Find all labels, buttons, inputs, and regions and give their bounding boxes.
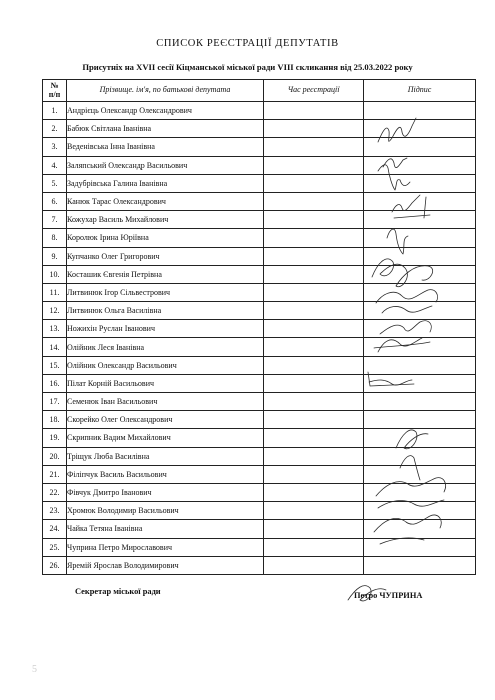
row-number: 26. [43,556,67,574]
row-number: 21. [43,465,67,483]
row-number: 4. [43,156,67,174]
signature-cell [364,502,476,520]
table-row [43,229,476,247]
registration-time-cell [264,447,364,465]
header-number [43,80,67,102]
row-number: 13. [43,320,67,338]
registration-time-cell [264,393,364,411]
registration-time-cell [264,192,364,210]
deputy-name: Ножихін Руслан Іванович [67,320,264,338]
deputy-name: Литвинюк Ольга Василівна [67,302,264,320]
registration-time-cell [264,356,364,374]
registration-time-cell [264,556,364,574]
row-number: 19. [43,429,67,447]
row-number: 16. [43,374,67,392]
deputy-name: Заляпський Олександр Васильович [67,156,264,174]
signature-cell [364,520,476,538]
row-number: 5. [43,174,67,192]
signature-cell [364,120,476,138]
deputy-name: Хромюк Володимир Васильович [67,502,264,520]
deputy-name: Бабюк Світлана Іванівна [67,120,264,138]
table-header-row [43,80,476,102]
deputy-name: Канюк Тарас Олександрович [67,192,264,210]
registration-time-cell [264,320,364,338]
secretary-label: Секретар міської ради [75,587,161,596]
registration-time-cell [264,411,364,429]
signature-cell [364,265,476,283]
registration-time-cell [264,138,364,156]
header-number-line2: п/п [48,89,61,99]
row-number: 8. [43,229,67,247]
row-number: 25. [43,538,67,556]
row-number: 10. [43,265,67,283]
registration-time-cell [264,538,364,556]
registration-time-cell [264,302,364,320]
row-number: 9. [43,247,67,265]
registration-time-cell [264,156,364,174]
table-row [43,338,476,356]
registration-time-cell [264,338,364,356]
signature-cell [364,556,476,574]
table-row [43,283,476,301]
signature-cell [364,156,476,174]
deputy-name: Чуприна Петро Мирославович [67,538,264,556]
table-row [43,465,476,483]
registration-time-cell [264,211,364,229]
deputy-name: Скрипник Вадим Михайлович [67,429,264,447]
table-row [43,247,476,265]
table-row [43,156,476,174]
table-row [43,265,476,283]
signature-cell [364,338,476,356]
deputy-name: Тріщук Люба Василівна [67,447,264,465]
registration-time-cell [264,120,364,138]
registration-time-cell [264,174,364,192]
deputy-name: Купчанко Олег Григорович [67,247,264,265]
table-row [43,502,476,520]
row-number: 15. [43,356,67,374]
header-signature: Підпис [364,80,476,102]
table-row [43,320,476,338]
signature-cell [364,356,476,374]
header-time: Час реєстрації [264,80,364,102]
signature-cell [364,483,476,501]
table-row [43,138,476,156]
table-row [43,102,476,120]
row-number: 20. [43,447,67,465]
signature-cell [364,538,476,556]
deputy-name: Семенюк Іван Васильович [67,393,264,411]
deputy-name: Королюк Ірина Юріївна [67,229,264,247]
registration-time-cell [264,502,364,520]
signature-cell [364,211,476,229]
signature-cell [364,229,476,247]
row-number: 23. [43,502,67,520]
row-number: 22. [43,483,67,501]
row-number: 17. [43,393,67,411]
row-number: 14. [43,338,67,356]
signature-cell [364,411,476,429]
table-row [43,192,476,210]
registration-time-cell [264,102,364,120]
deputy-name: Косташик Євгенія Петрівна [67,265,264,283]
signature-cell [364,302,476,320]
document-title: СПИСОК РЕЄСТРАЦІЇ ДЕПУТАТІВ [156,38,339,49]
deputy-name: Яремій Ярослав Володимирович [67,556,264,574]
signature-cell [364,192,476,210]
table-row [43,374,476,392]
signature-cell [364,102,476,120]
row-number: 3. [43,138,67,156]
registration-time-cell [264,283,364,301]
deputy-name: Олійник Олександр Васильович [67,356,264,374]
row-number: 2. [43,120,67,138]
row-number: 11. [43,283,67,301]
registration-time-cell [264,483,364,501]
registration-time-cell [264,520,364,538]
table-row [43,538,476,556]
deputy-name: Задубрівська Галина Іванівна [67,174,264,192]
table-row [43,356,476,374]
secretary-name: Петро ЧУПРИНА [354,591,423,600]
signature-cell [364,283,476,301]
table-row [43,483,476,501]
deputy-name: Литвинюк Ігор Сільвестрович [67,283,264,301]
registration-time-cell [264,265,364,283]
table-row [43,556,476,574]
table-row [43,520,476,538]
registration-time-cell [264,374,364,392]
document-subtitle: Присутніх на XVII сесії Кіцманської міської ради VIII скликання від 25.03.2022 року [82,62,413,72]
row-number: 24. [43,520,67,538]
deputy-name: Чайка Тетяна Іванівна [67,520,264,538]
header-name: Прізвище. ім'я, по батькові депутата [67,80,264,102]
table-row [43,211,476,229]
row-number: 12. [43,302,67,320]
signature-cell [364,138,476,156]
deputy-name: Філіпчук Василь Васильович [67,465,264,483]
row-number: 7. [43,211,67,229]
table-row [43,411,476,429]
signature-cell [364,447,476,465]
signature-cell [364,429,476,447]
table-row [43,302,476,320]
page-number-mark: 5 [32,664,37,675]
registration-time-cell [264,429,364,447]
signature-cell [364,374,476,392]
signature-cell [364,247,476,265]
deputy-name: Пілат Корній Васильович [67,374,264,392]
signature-cell [364,174,476,192]
deputy-name: Олійник Леся Іванівна [67,338,264,356]
deputy-name: Андрієць Олександр Олександрович [67,102,264,120]
header-number-line1: № [50,81,59,91]
deputy-name: Скорейко Олег Олександрович [67,411,264,429]
table-row [43,447,476,465]
deputy-name: Веденівська Інна Іванівна [67,138,264,156]
registration-time-cell [264,247,364,265]
signature-cell [364,393,476,411]
table-row [43,393,476,411]
signature-cell [364,465,476,483]
row-number: 6. [43,192,67,210]
table-row [43,120,476,138]
registration-time-cell [264,465,364,483]
signature-cell [364,320,476,338]
row-number: 1. [43,102,67,120]
deputy-name: Фівчук Дмитро Іванович [67,483,264,501]
registration-table [42,79,476,575]
table-row [43,174,476,192]
registration-time-cell [264,229,364,247]
row-number: 18. [43,411,67,429]
table-row [43,429,476,447]
deputy-name: Кожухар Василь Михайлович [67,211,264,229]
